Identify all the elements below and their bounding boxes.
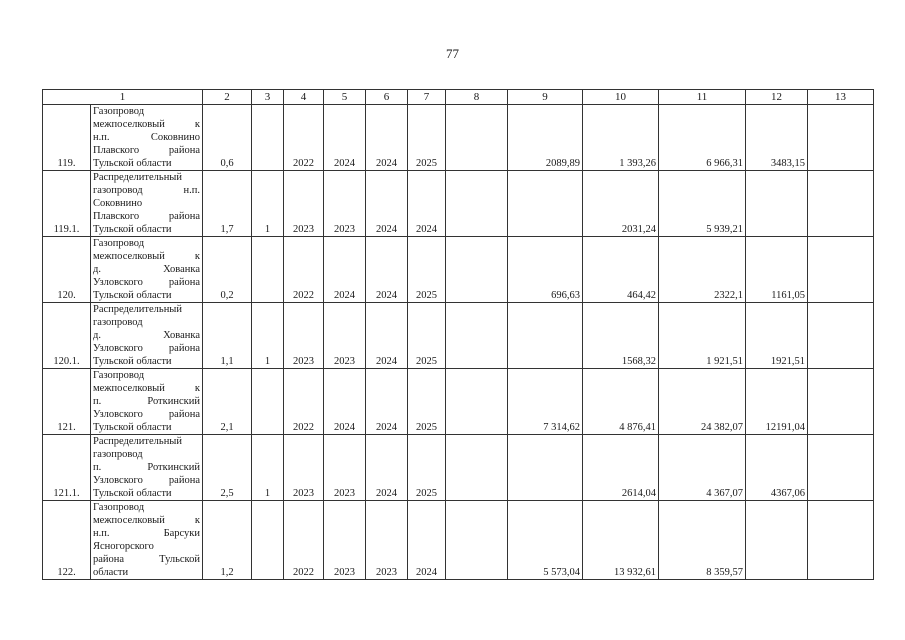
cell-col-3 [252,237,284,303]
cell-col-10: 464,42 [583,237,659,303]
cell-col-2: 2,5 [203,435,252,501]
object-name-line: Тульской области [93,422,172,433]
cell-col-9 [508,171,583,237]
cell-col-7: 2025 [408,369,446,435]
cell-col-2: 1,7 [203,171,252,237]
column-header-3: 3 [252,90,284,105]
object-name-line: Узловского района [93,277,200,288]
cell-col-13 [808,435,874,501]
object-name [91,369,203,435]
cell-col-5: 2023 [324,501,366,580]
object-name-line: п. Роткинский [93,462,200,473]
object-name-line: межпоселковый к [93,383,200,394]
cell-col-5: 2023 [324,303,366,369]
column-header-9: 9 [508,90,583,105]
row-number: 119.1. [43,171,91,237]
cell-col-8 [446,303,508,369]
cell-col-13 [808,501,874,580]
object-name-line: межпоселковый к [93,251,200,262]
table-row [43,171,874,237]
cell-col-13 [808,237,874,303]
cell-col-10: 1568,32 [583,303,659,369]
cell-col-2: 1,1 [203,303,252,369]
column-header-2: 2 [203,90,252,105]
table-row [43,105,874,171]
cell-col-10: 2031,24 [583,171,659,237]
object-name-line: Тульской области [93,158,172,169]
object-name-line: Газопровод [93,370,145,381]
cell-col-3: 1 [252,435,284,501]
object-name-line: Газопровод [93,106,145,117]
cell-col-6: 2023 [366,501,408,580]
table-row [43,303,874,369]
object-name-line: Узловского района [93,475,200,486]
column-header-6: 6 [366,90,408,105]
object-name-line: области [93,567,129,578]
column-numbers-row [43,90,874,105]
object-name-line: д. Хованка [93,330,200,341]
cell-col-2: 0,2 [203,237,252,303]
cell-col-8 [446,435,508,501]
column-header-7: 7 [408,90,446,105]
object-name-line: газопровод [93,449,143,460]
object-name-line: Соковнино [93,198,143,209]
object-name-line: Распределительный [93,172,182,183]
object-name-line: Тульской области [93,290,172,301]
table-row [43,501,874,580]
cell-col-11: 8 359,57 [659,501,746,580]
cell-col-2: 1,2 [203,501,252,580]
cell-col-12: 12191,04 [746,369,808,435]
object-name-line: межпоселковый к [93,119,200,130]
object-name [91,501,203,580]
cell-col-13 [808,369,874,435]
cell-col-4: 2022 [284,105,324,171]
cell-col-10: 4 876,41 [583,369,659,435]
object-name-line: Распределительный [93,436,182,447]
column-header-1: 1 [43,90,203,105]
object-name-line: Газопровод [93,502,145,513]
gas-pipeline-table [42,89,874,580]
cell-col-6: 2024 [366,105,408,171]
object-name-line: Тульской области [93,224,172,235]
cell-col-5: 2024 [324,369,366,435]
object-name-line: н.п. Барсуки [93,528,200,539]
cell-col-12: 1161,05 [746,237,808,303]
cell-col-2: 2,1 [203,369,252,435]
column-header-8: 8 [446,90,508,105]
row-number: 121. [43,369,91,435]
object-name-line: Узловского района [93,409,200,420]
object-name [91,237,203,303]
object-name-line: н.п. Соковнино [93,132,200,143]
cell-col-7: 2025 [408,435,446,501]
object-name-line: района Тульской [93,554,200,565]
cell-col-5: 2024 [324,105,366,171]
cell-col-9: 696,63 [508,237,583,303]
column-header-5: 5 [324,90,366,105]
cell-col-11: 5 939,21 [659,171,746,237]
column-header-10: 10 [583,90,659,105]
cell-col-6: 2024 [366,237,408,303]
cell-col-7: 2024 [408,171,446,237]
row-number: 119. [43,105,91,171]
cell-col-11: 24 382,07 [659,369,746,435]
cell-col-6: 2024 [366,369,408,435]
object-name-line: Ясногорского [93,541,154,552]
cell-col-9: 2089,89 [508,105,583,171]
cell-col-13 [808,105,874,171]
cell-col-12: 4367,06 [746,435,808,501]
cell-col-4: 2023 [284,303,324,369]
object-name [91,303,203,369]
cell-col-3: 1 [252,171,284,237]
object-name-line: Газопровод [93,238,145,249]
page-number: 77 [446,46,459,61]
cell-col-7: 2025 [408,237,446,303]
cell-col-4: 2023 [284,435,324,501]
cell-col-3 [252,369,284,435]
object-name-line: межпоселковый к [93,515,200,526]
cell-col-8 [446,237,508,303]
cell-col-9 [508,435,583,501]
cell-col-10: 1 393,26 [583,105,659,171]
object-name-line: газопровод н.п. [93,185,200,196]
cell-col-12 [746,501,808,580]
row-number: 120. [43,237,91,303]
row-number: 121.1. [43,435,91,501]
cell-col-9: 5 573,04 [508,501,583,580]
object-name [91,435,203,501]
cell-col-6: 2024 [366,435,408,501]
cell-col-13 [808,303,874,369]
object-name-line: Плавского района [93,211,200,222]
object-name-line: д. Хованка [93,264,200,275]
cell-col-8 [446,369,508,435]
cell-col-4: 2022 [284,237,324,303]
object-name-line: Узловского района [93,343,200,354]
cell-col-4: 2022 [284,501,324,580]
cell-col-7: 2025 [408,303,446,369]
cell-col-7: 2025 [408,105,446,171]
object-name [91,105,203,171]
object-name-line: п. Роткинский [93,396,200,407]
cell-col-8 [446,501,508,580]
cell-col-3 [252,501,284,580]
column-header-11: 11 [659,90,746,105]
cell-col-10: 2614,04 [583,435,659,501]
cell-col-3 [252,105,284,171]
table-row [43,237,874,303]
row-number: 120.1. [43,303,91,369]
object-name-line: Тульской области [93,488,172,499]
object-name-line: Тульской области [93,356,172,367]
cell-col-10: 13 932,61 [583,501,659,580]
cell-col-6: 2024 [366,303,408,369]
cell-col-9 [508,303,583,369]
cell-col-5: 2023 [324,435,366,501]
cell-col-3: 1 [252,303,284,369]
cell-col-13 [808,171,874,237]
cell-col-11: 4 367,07 [659,435,746,501]
cell-col-4: 2022 [284,369,324,435]
object-name-line: Распределительный [93,304,182,315]
table-row [43,435,874,501]
cell-col-12: 1921,51 [746,303,808,369]
cell-col-12: 3483,15 [746,105,808,171]
cell-col-6: 2024 [366,171,408,237]
cell-col-5: 2024 [324,237,366,303]
cell-col-5: 2023 [324,171,366,237]
object-name-line: Плавского района [93,145,200,156]
object-name-line: газопровод [93,317,143,328]
cell-col-8 [446,105,508,171]
row-number: 122. [43,501,91,580]
table-row [43,369,874,435]
cell-col-11: 6 966,31 [659,105,746,171]
object-name [91,171,203,237]
cell-col-2: 0,6 [203,105,252,171]
cell-col-11: 2322,1 [659,237,746,303]
cell-col-12 [746,171,808,237]
cell-col-7: 2024 [408,501,446,580]
cell-col-9: 7 314,62 [508,369,583,435]
cell-col-4: 2023 [284,171,324,237]
column-header-12: 12 [746,90,808,105]
cell-col-8 [446,171,508,237]
column-header-13: 13 [808,90,874,105]
cell-col-11: 1 921,51 [659,303,746,369]
column-header-4: 4 [284,90,324,105]
